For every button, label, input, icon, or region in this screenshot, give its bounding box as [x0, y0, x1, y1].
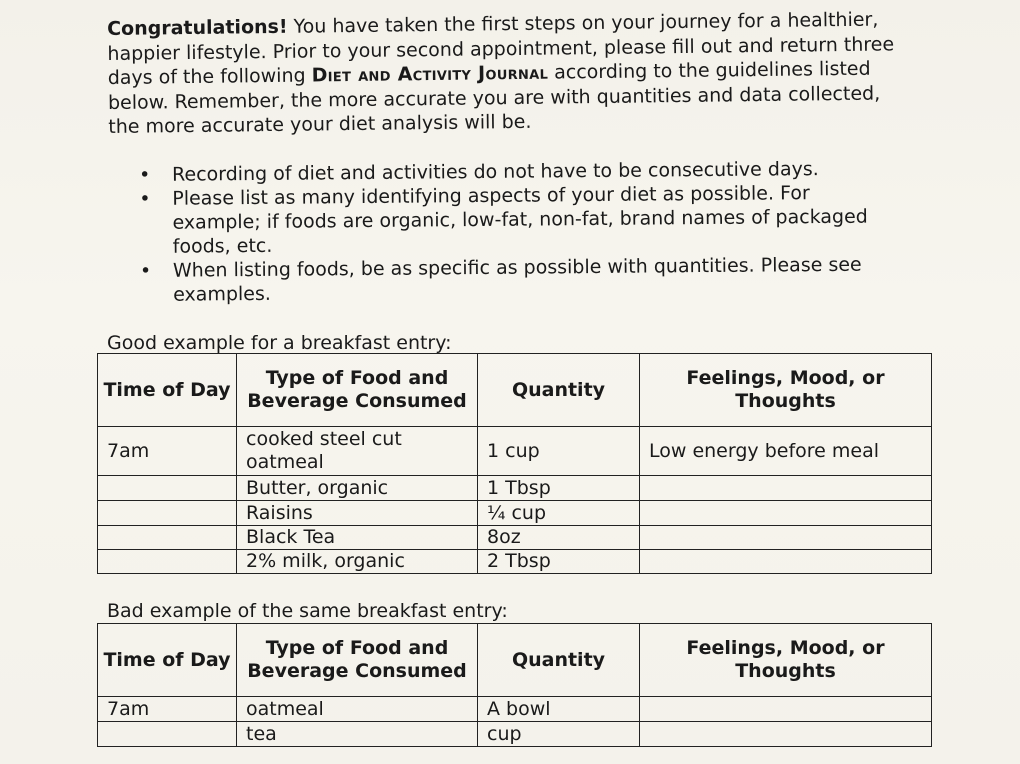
- bad-example-table: [97, 623, 932, 747]
- cell-time: [98, 476, 237, 501]
- cell-quantity: A bowl: [478, 697, 640, 722]
- intro-text-1: You have taken the first steps on your journey for a healthier, happier lifestyle. Prior to your second appointment, please fill out and return three days of the following: [107, 8, 895, 89]
- table-header-row: [98, 354, 932, 427]
- journal-name: Diet and Activity Journal: [311, 61, 549, 87]
- cell-time: [98, 501, 237, 526]
- header-quantity: Quantity: [478, 354, 640, 427]
- cell-food: tea: [237, 722, 478, 747]
- cell-quantity: cup: [478, 722, 640, 747]
- cell-feelings: [640, 526, 932, 550]
- header-time: Time of Day: [98, 354, 237, 427]
- cell-quantity: 8oz: [478, 526, 640, 550]
- cell-feelings: [640, 722, 932, 747]
- table-row: [98, 722, 932, 747]
- cell-time: [98, 550, 237, 574]
- cell-quantity: 2 Tbsp: [478, 550, 640, 574]
- table-row: [98, 550, 932, 574]
- good-example-table: [97, 353, 932, 574]
- bullet-icon: •: [139, 259, 152, 282]
- cell-food: Raisins: [237, 501, 478, 526]
- cell-time: 7am: [98, 697, 237, 722]
- guidelines-list: [137, 157, 878, 307]
- cell-feelings: [640, 697, 932, 722]
- cell-time: 7am: [98, 427, 237, 476]
- header-food: Type of Food and Beverage Consumed: [237, 354, 478, 427]
- header-feelings: Feelings, Mood, or Thoughts: [640, 624, 932, 697]
- header-feelings: Feelings, Mood, or Thoughts: [640, 354, 932, 427]
- cell-feelings: [640, 501, 932, 526]
- table-header-row: [98, 624, 932, 697]
- table-row: [98, 697, 932, 722]
- intro-lead: Congratulations!: [107, 15, 288, 40]
- cell-food: Black Tea: [237, 526, 478, 550]
- table-row: [98, 526, 932, 550]
- good-example-caption: Good example for a breakfast entry:: [107, 332, 452, 354]
- cell-quantity: 1 Tbsp: [478, 476, 640, 501]
- cell-time: [98, 722, 237, 747]
- cell-food: 2% milk, organic: [237, 550, 478, 574]
- cell-feelings: [640, 476, 932, 501]
- cell-quantity: ¼ cup: [478, 501, 640, 526]
- bullet-icon: •: [139, 163, 151, 186]
- intro-paragraph: [107, 7, 898, 139]
- bullet-icon: •: [139, 187, 151, 210]
- table-row: [98, 427, 932, 476]
- guideline-item: • When listing foods, be as specific as possible with quantities. Please see examples.: [139, 253, 862, 306]
- header-quantity: Quantity: [478, 624, 640, 697]
- table-row: [98, 501, 932, 526]
- cell-food: Butter, organic: [237, 476, 478, 501]
- cell-food: oatmeal: [237, 697, 478, 722]
- guideline-item: • Recording of diet and activities do not have to be consecutive days.: [139, 158, 819, 186]
- cell-feelings: [640, 550, 932, 574]
- cell-food: cooked steel cut oatmeal: [237, 427, 478, 476]
- header-time: Time of Day: [98, 624, 237, 697]
- bad-example-caption: Bad example of the same breakfast entry:: [107, 600, 508, 622]
- header-food: Type of Food and Beverage Consumed: [237, 624, 478, 697]
- cell-quantity: 1 cup: [478, 427, 640, 476]
- table-row: [98, 476, 932, 501]
- cell-time: [98, 526, 237, 550]
- cell-feelings: Low energy before meal: [640, 427, 932, 476]
- intro-text-2: according to the guidelines listed below. Remember, the more accurate you are with quantities and data collected, the more accurate your diet analysis will be.: [107, 57, 881, 138]
- guideline-item: • Please list as many identifying aspects of your diet as possible. For example; if foods are organic, low-fat, non-fat, brand names of packaged foods, etc.: [139, 182, 868, 258]
